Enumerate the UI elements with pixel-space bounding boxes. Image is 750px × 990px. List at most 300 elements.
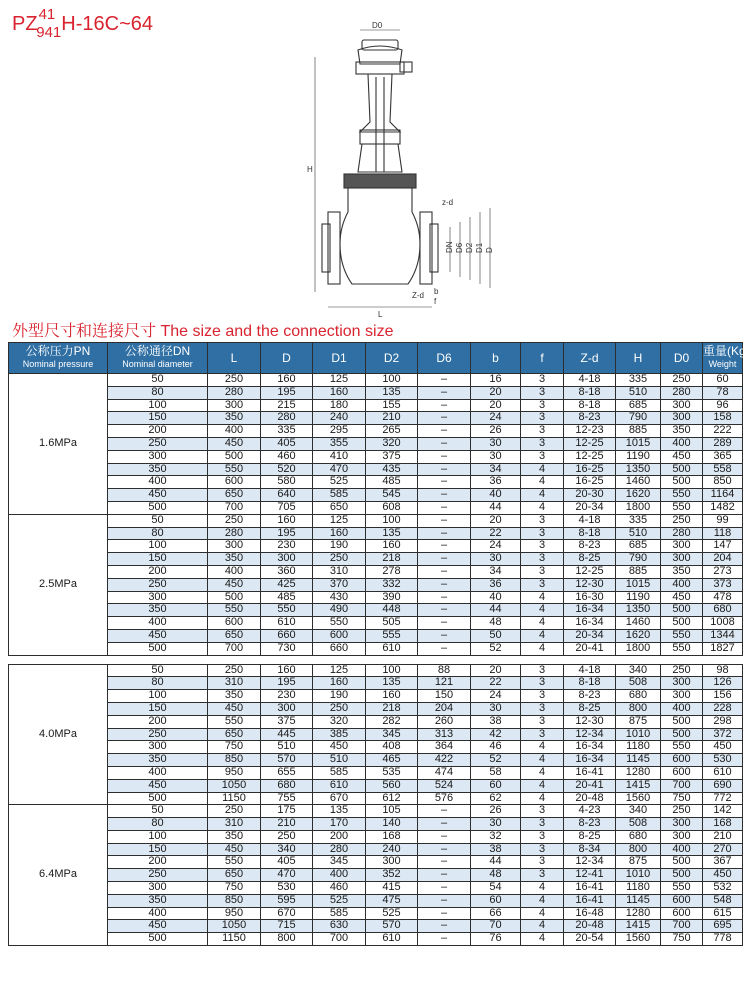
table-cell: 1145	[616, 754, 661, 767]
table-row	[9, 843, 743, 856]
table-cell: 210	[703, 830, 743, 843]
column-header	[703, 343, 750, 374]
table-row	[9, 527, 743, 540]
table-cell: 126	[703, 677, 743, 690]
table-cell: 265	[366, 425, 418, 438]
table-cell: –	[418, 425, 471, 438]
table-header-row	[9, 343, 743, 374]
table-cell: 345	[366, 728, 418, 741]
table-cell: 300	[366, 856, 418, 869]
table-cell: 125	[313, 514, 366, 527]
table-cell: 160	[261, 374, 313, 387]
table-cell: 1415	[616, 920, 661, 933]
page-title	[12, 6, 153, 41]
table-cell: 422	[418, 754, 471, 767]
table-cell: 250	[208, 664, 261, 677]
table-cell: 400	[108, 766, 208, 779]
table-cell: 550	[208, 715, 261, 728]
table-cell: 550	[661, 501, 703, 514]
table-cell: 289	[703, 437, 743, 450]
table-cell: 135	[366, 677, 418, 690]
table-cell: 450	[108, 489, 208, 502]
table-cell: 680	[616, 690, 661, 703]
table-cell: 500	[208, 591, 261, 604]
table-cell: 3	[521, 728, 564, 741]
column-header	[471, 343, 521, 374]
table-cell: 100	[108, 830, 208, 843]
table-cell: 610	[366, 642, 418, 655]
table-cell: 485	[366, 476, 418, 489]
table-cell: 160	[261, 514, 313, 527]
table-cell: 1415	[616, 779, 661, 792]
table-cell: 250	[661, 664, 703, 677]
table-cell: 450	[208, 843, 261, 856]
table-cell: 705	[261, 501, 313, 514]
table-row	[9, 792, 743, 805]
table-cell: 204	[418, 702, 471, 715]
table-cell: 58	[471, 766, 521, 779]
table-cell: 600	[661, 907, 703, 920]
table-cell: 30	[471, 818, 521, 831]
table-cell: 50	[108, 805, 208, 818]
table-cell: 250	[661, 374, 703, 387]
table-cell: 140	[366, 818, 418, 831]
table-cell: 168	[703, 818, 743, 831]
table-cell: 1280	[616, 766, 661, 779]
table-cell: 530	[703, 754, 743, 767]
table-cell: 650	[313, 501, 366, 514]
table-cell: 350	[108, 754, 208, 767]
table-cell: 24	[471, 412, 521, 425]
table-cell: 950	[208, 766, 261, 779]
table-cell: 408	[366, 741, 418, 754]
label-d6: D6	[455, 242, 464, 253]
table-cell: 48	[471, 869, 521, 882]
table-cell: 1190	[616, 591, 661, 604]
table-cell: 280	[208, 527, 261, 540]
table-cell: 160	[261, 664, 313, 677]
label-d: D	[485, 247, 494, 253]
dimension-table	[8, 342, 750, 946]
left-flange-face	[322, 224, 330, 272]
table-cell: 20-41	[564, 642, 616, 655]
table-cell: 12-30	[564, 578, 616, 591]
table-cell: 650	[208, 629, 261, 642]
table-cell: 16-41	[564, 766, 616, 779]
table-row	[9, 399, 743, 412]
table-cell: 367	[703, 856, 743, 869]
table-cell: 121	[418, 677, 471, 690]
table-cell: 80	[108, 677, 208, 690]
table-cell: 550	[261, 604, 313, 617]
table-cell: 3	[521, 830, 564, 843]
table-cell: 105	[366, 805, 418, 818]
table-cell: 300	[108, 591, 208, 604]
table-cell: 300	[208, 399, 261, 412]
column-header	[261, 343, 313, 374]
table-cell: 300	[261, 702, 313, 715]
table-row	[9, 489, 743, 502]
table-cell: 550	[661, 882, 703, 895]
table-cell: 478	[703, 591, 743, 604]
table-cell: 335	[616, 514, 661, 527]
table-cell: 1180	[616, 882, 661, 895]
table-cell: 465	[366, 754, 418, 767]
table-row	[9, 501, 743, 514]
table-cell: 700	[208, 501, 261, 514]
table-cell: 240	[313, 412, 366, 425]
table-cell: 608	[366, 501, 418, 514]
table-cell: 20-34	[564, 501, 616, 514]
table-cell: 60	[471, 779, 521, 792]
table-cell: –	[418, 856, 471, 869]
table-cell: 44	[471, 604, 521, 617]
table-cell: 320	[366, 437, 418, 450]
table-cell: 20-41	[564, 779, 616, 792]
table-cell: 260	[418, 715, 471, 728]
table-cell: 300	[108, 450, 208, 463]
column-header-label: D2	[383, 350, 400, 365]
table-cell: 3	[521, 578, 564, 591]
table-cell: 22	[471, 677, 521, 690]
table-cell: 52	[471, 754, 521, 767]
table-row	[9, 677, 743, 690]
table-cell: 695	[703, 920, 743, 933]
table-cell: 190	[313, 540, 366, 553]
table-cell: 352	[366, 869, 418, 882]
table-row	[9, 629, 743, 642]
table-cell: –	[418, 894, 471, 907]
title-suffix: H-16C~64	[61, 13, 153, 35]
table-cell: 375	[366, 450, 418, 463]
table-cell: 8-18	[564, 386, 616, 399]
table-cell: 8-23	[564, 818, 616, 831]
title-main: PZ	[12, 13, 38, 35]
column-header	[313, 343, 366, 374]
table-cell: 300	[661, 830, 703, 843]
table-cell: 470	[313, 463, 366, 476]
table-cell: 20	[471, 664, 521, 677]
table-cell: 755	[261, 792, 313, 805]
table-cell: 135	[366, 527, 418, 540]
table-cell: 280	[661, 527, 703, 540]
table-row	[9, 617, 743, 630]
table-cell: 430	[313, 591, 366, 604]
table-cell: 125	[313, 374, 366, 387]
table-cell: 200	[108, 565, 208, 578]
title-subscript: 941	[36, 24, 62, 41]
table-cell: 280	[261, 412, 313, 425]
table-cell: 200	[108, 425, 208, 438]
table-cell: 1010	[616, 728, 661, 741]
table-cell: 40	[471, 591, 521, 604]
nominal-pressure-cell: 6.4MPa	[9, 805, 108, 946]
table-cell: 612	[366, 792, 418, 805]
table-cell: 1460	[616, 476, 661, 489]
table-cell: 4	[521, 792, 564, 805]
table-cell: 500	[661, 476, 703, 489]
table-cell: 650	[208, 489, 261, 502]
column-header	[564, 343, 616, 374]
table-cell: 20-48	[564, 920, 616, 933]
table-cell: –	[418, 412, 471, 425]
table-cell: 100	[366, 664, 418, 677]
table-cell: 500	[108, 501, 208, 514]
table-cell: 175	[261, 805, 313, 818]
table-cell: –	[418, 553, 471, 566]
table-cell: 340	[261, 843, 313, 856]
table-cell: 450	[703, 741, 743, 754]
table-cell: 250	[313, 702, 366, 715]
table-cell: 548	[703, 894, 743, 907]
table-cell: 218	[366, 702, 418, 715]
table-cell: 250	[313, 553, 366, 566]
table-cell: 150	[108, 843, 208, 856]
table-cell: 685	[616, 540, 661, 553]
table-cell: 390	[366, 591, 418, 604]
table-cell: 3	[521, 374, 564, 387]
label-d1: D1	[475, 242, 484, 253]
table-cell: 350	[208, 830, 261, 843]
table-cell: 4	[521, 463, 564, 476]
table-cell: 690	[703, 779, 743, 792]
table-cell: 3	[521, 386, 564, 399]
table-row	[9, 818, 743, 831]
table-cell: 16	[471, 374, 521, 387]
table-cell: 156	[703, 690, 743, 703]
table-cell: 300	[661, 553, 703, 566]
table-cell: 22	[471, 527, 521, 540]
table-cell: –	[418, 830, 471, 843]
table-cell: 350	[208, 690, 261, 703]
table-cell: 550	[661, 489, 703, 502]
label-l: L	[378, 310, 383, 319]
table-cell: 96	[703, 399, 743, 412]
table-cell: 50	[108, 514, 208, 527]
table-cell: 195	[261, 527, 313, 540]
table-cell: 150	[418, 690, 471, 703]
table-cell: 500	[661, 463, 703, 476]
table-row	[9, 386, 743, 399]
table-cell: 250	[261, 830, 313, 843]
table-cell: 800	[616, 843, 661, 856]
table-cell: 475	[366, 894, 418, 907]
table-cell: 1344	[703, 629, 743, 642]
table-cell: 400	[108, 617, 208, 630]
table-cell: 520	[261, 463, 313, 476]
table-cell: 335	[616, 374, 661, 387]
table-cell: 80	[108, 386, 208, 399]
table-cell: 772	[703, 792, 743, 805]
table-cell: 8-23	[564, 412, 616, 425]
table-cell: 50	[108, 664, 208, 677]
label-d2: D2	[465, 242, 474, 253]
handwheel	[362, 40, 398, 50]
table-cell: 300	[208, 540, 261, 553]
group-spacer	[9, 655, 743, 664]
table-cell: 365	[703, 450, 743, 463]
table-cell: 24	[471, 690, 521, 703]
table-cell: 250	[108, 869, 208, 882]
table-cell: 12-23	[564, 425, 616, 438]
table-cell: 560	[366, 779, 418, 792]
label-b: b	[434, 287, 439, 296]
table-cell: 250	[208, 374, 261, 387]
table-cell: 300	[661, 677, 703, 690]
table-cell: 1827	[703, 642, 743, 655]
table-cell: 4	[521, 882, 564, 895]
table-cell: 500	[661, 617, 703, 630]
table-cell: 400	[661, 437, 703, 450]
table-cell: 12-25	[564, 437, 616, 450]
table-row	[9, 869, 743, 882]
table-cell: 195	[261, 386, 313, 399]
table-cell: 16-25	[564, 476, 616, 489]
table-cell: 600	[208, 476, 261, 489]
table-cell: 4	[521, 604, 564, 617]
table-cell: 660	[313, 642, 366, 655]
column-header-label: f	[540, 350, 544, 365]
table-cell: 3	[521, 565, 564, 578]
column-header-label: 公称压力PN	[25, 344, 91, 358]
table-cell: 1482	[703, 501, 743, 514]
table-cell: 298	[703, 715, 743, 728]
table-cell: 340	[616, 805, 661, 818]
table-cell: 16-25	[564, 463, 616, 476]
nominal-pressure-cell: 1.6MPa	[9, 374, 108, 515]
table-cell: 410	[313, 450, 366, 463]
column-header	[366, 343, 418, 374]
table-cell: 350	[108, 463, 208, 476]
table-cell: –	[418, 818, 471, 831]
table-cell: 3	[521, 818, 564, 831]
table-cell: 160	[313, 386, 366, 399]
table-cell: 100	[108, 690, 208, 703]
table-cell: 1164	[703, 489, 743, 502]
table-cell: –	[418, 437, 471, 450]
table-cell: 98	[703, 664, 743, 677]
table-cell: 80	[108, 818, 208, 831]
table-row	[9, 412, 743, 425]
table-cell: 4	[521, 489, 564, 502]
table-cell: 525	[313, 894, 366, 907]
table-cell: 3	[521, 690, 564, 703]
table-cell: 38	[471, 715, 521, 728]
table-cell: 135	[313, 805, 366, 818]
table-cell: 4	[521, 617, 564, 630]
table-cell: 20-34	[564, 629, 616, 642]
table-cell: 800	[616, 702, 661, 715]
table-cell: 38	[471, 843, 521, 856]
table-cell: 80	[108, 527, 208, 540]
table-cell: 8-18	[564, 677, 616, 690]
table-cell: –	[418, 565, 471, 578]
table-cell: 16-41	[564, 894, 616, 907]
table-cell: 500	[661, 856, 703, 869]
table-cell: 26	[471, 425, 521, 438]
table-cell: 16-41	[564, 882, 616, 895]
table-cell: 310	[208, 818, 261, 831]
table-cell: 160	[313, 527, 366, 540]
table-cell: 4	[521, 642, 564, 655]
label-z-d-top: z-d	[442, 198, 454, 207]
table-cell: 100	[366, 514, 418, 527]
table-cell: 76	[471, 933, 521, 946]
table-cell: 450	[313, 741, 366, 754]
table-cell: 550	[661, 642, 703, 655]
table-row	[9, 578, 743, 591]
table-cell: 78	[703, 386, 743, 399]
table-cell: 36	[471, 578, 521, 591]
table-cell: 385	[313, 728, 366, 741]
column-header-english: Nominal diameter	[122, 359, 193, 369]
table-cell: 700	[661, 920, 703, 933]
table-cell: 350	[661, 565, 703, 578]
table-cell: 320	[313, 715, 366, 728]
table-cell: 500	[108, 933, 208, 946]
table-cell: 508	[616, 677, 661, 690]
table-row	[9, 664, 743, 677]
table-cell: 155	[366, 399, 418, 412]
table-cell: 350	[108, 604, 208, 617]
table-cell: 550	[208, 604, 261, 617]
table-cell: 1620	[616, 629, 661, 642]
table-cell: 280	[661, 386, 703, 399]
table-cell: 16-48	[564, 907, 616, 920]
table-cell: 60	[703, 374, 743, 387]
table-cell: 118	[703, 527, 743, 540]
table-cell: –	[418, 604, 471, 617]
table-cell: 500	[661, 715, 703, 728]
table-cell: 525	[366, 907, 418, 920]
table-cell: –	[418, 805, 471, 818]
table-row	[9, 894, 743, 907]
table-cell: –	[418, 882, 471, 895]
table-cell: 16-34	[564, 617, 616, 630]
table-cell: 680	[261, 779, 313, 792]
table-cell: 335	[261, 425, 313, 438]
table-cell: 160	[366, 540, 418, 553]
table-cell: 1050	[208, 920, 261, 933]
table-cell: 250	[108, 437, 208, 450]
table-cell: 34	[471, 463, 521, 476]
table-cell: 460	[261, 450, 313, 463]
table-cell: 600	[313, 629, 366, 642]
table-cell: 600	[661, 894, 703, 907]
table-cell: 204	[703, 553, 743, 566]
table-cell: 650	[208, 869, 261, 882]
table-cell: 282	[366, 715, 418, 728]
table-cell: 12-25	[564, 565, 616, 578]
yoke	[360, 74, 400, 132]
table-cell: 525	[313, 476, 366, 489]
table-cell: 850	[208, 894, 261, 907]
table-cell: 585	[313, 766, 366, 779]
table-cell: 300	[661, 412, 703, 425]
table-cell: 1280	[616, 907, 661, 920]
table-cell: 3	[521, 399, 564, 412]
column-header-label: D	[282, 350, 291, 365]
table-cell: 4	[521, 741, 564, 754]
table-cell: 16-30	[564, 591, 616, 604]
table-cell: 332	[366, 578, 418, 591]
table-cell: 30	[471, 437, 521, 450]
table-cell: 99	[703, 514, 743, 527]
table-cell: 3	[521, 856, 564, 869]
table-cell: 450	[208, 578, 261, 591]
table-cell: 12-34	[564, 728, 616, 741]
table-cell: 8-25	[564, 702, 616, 715]
